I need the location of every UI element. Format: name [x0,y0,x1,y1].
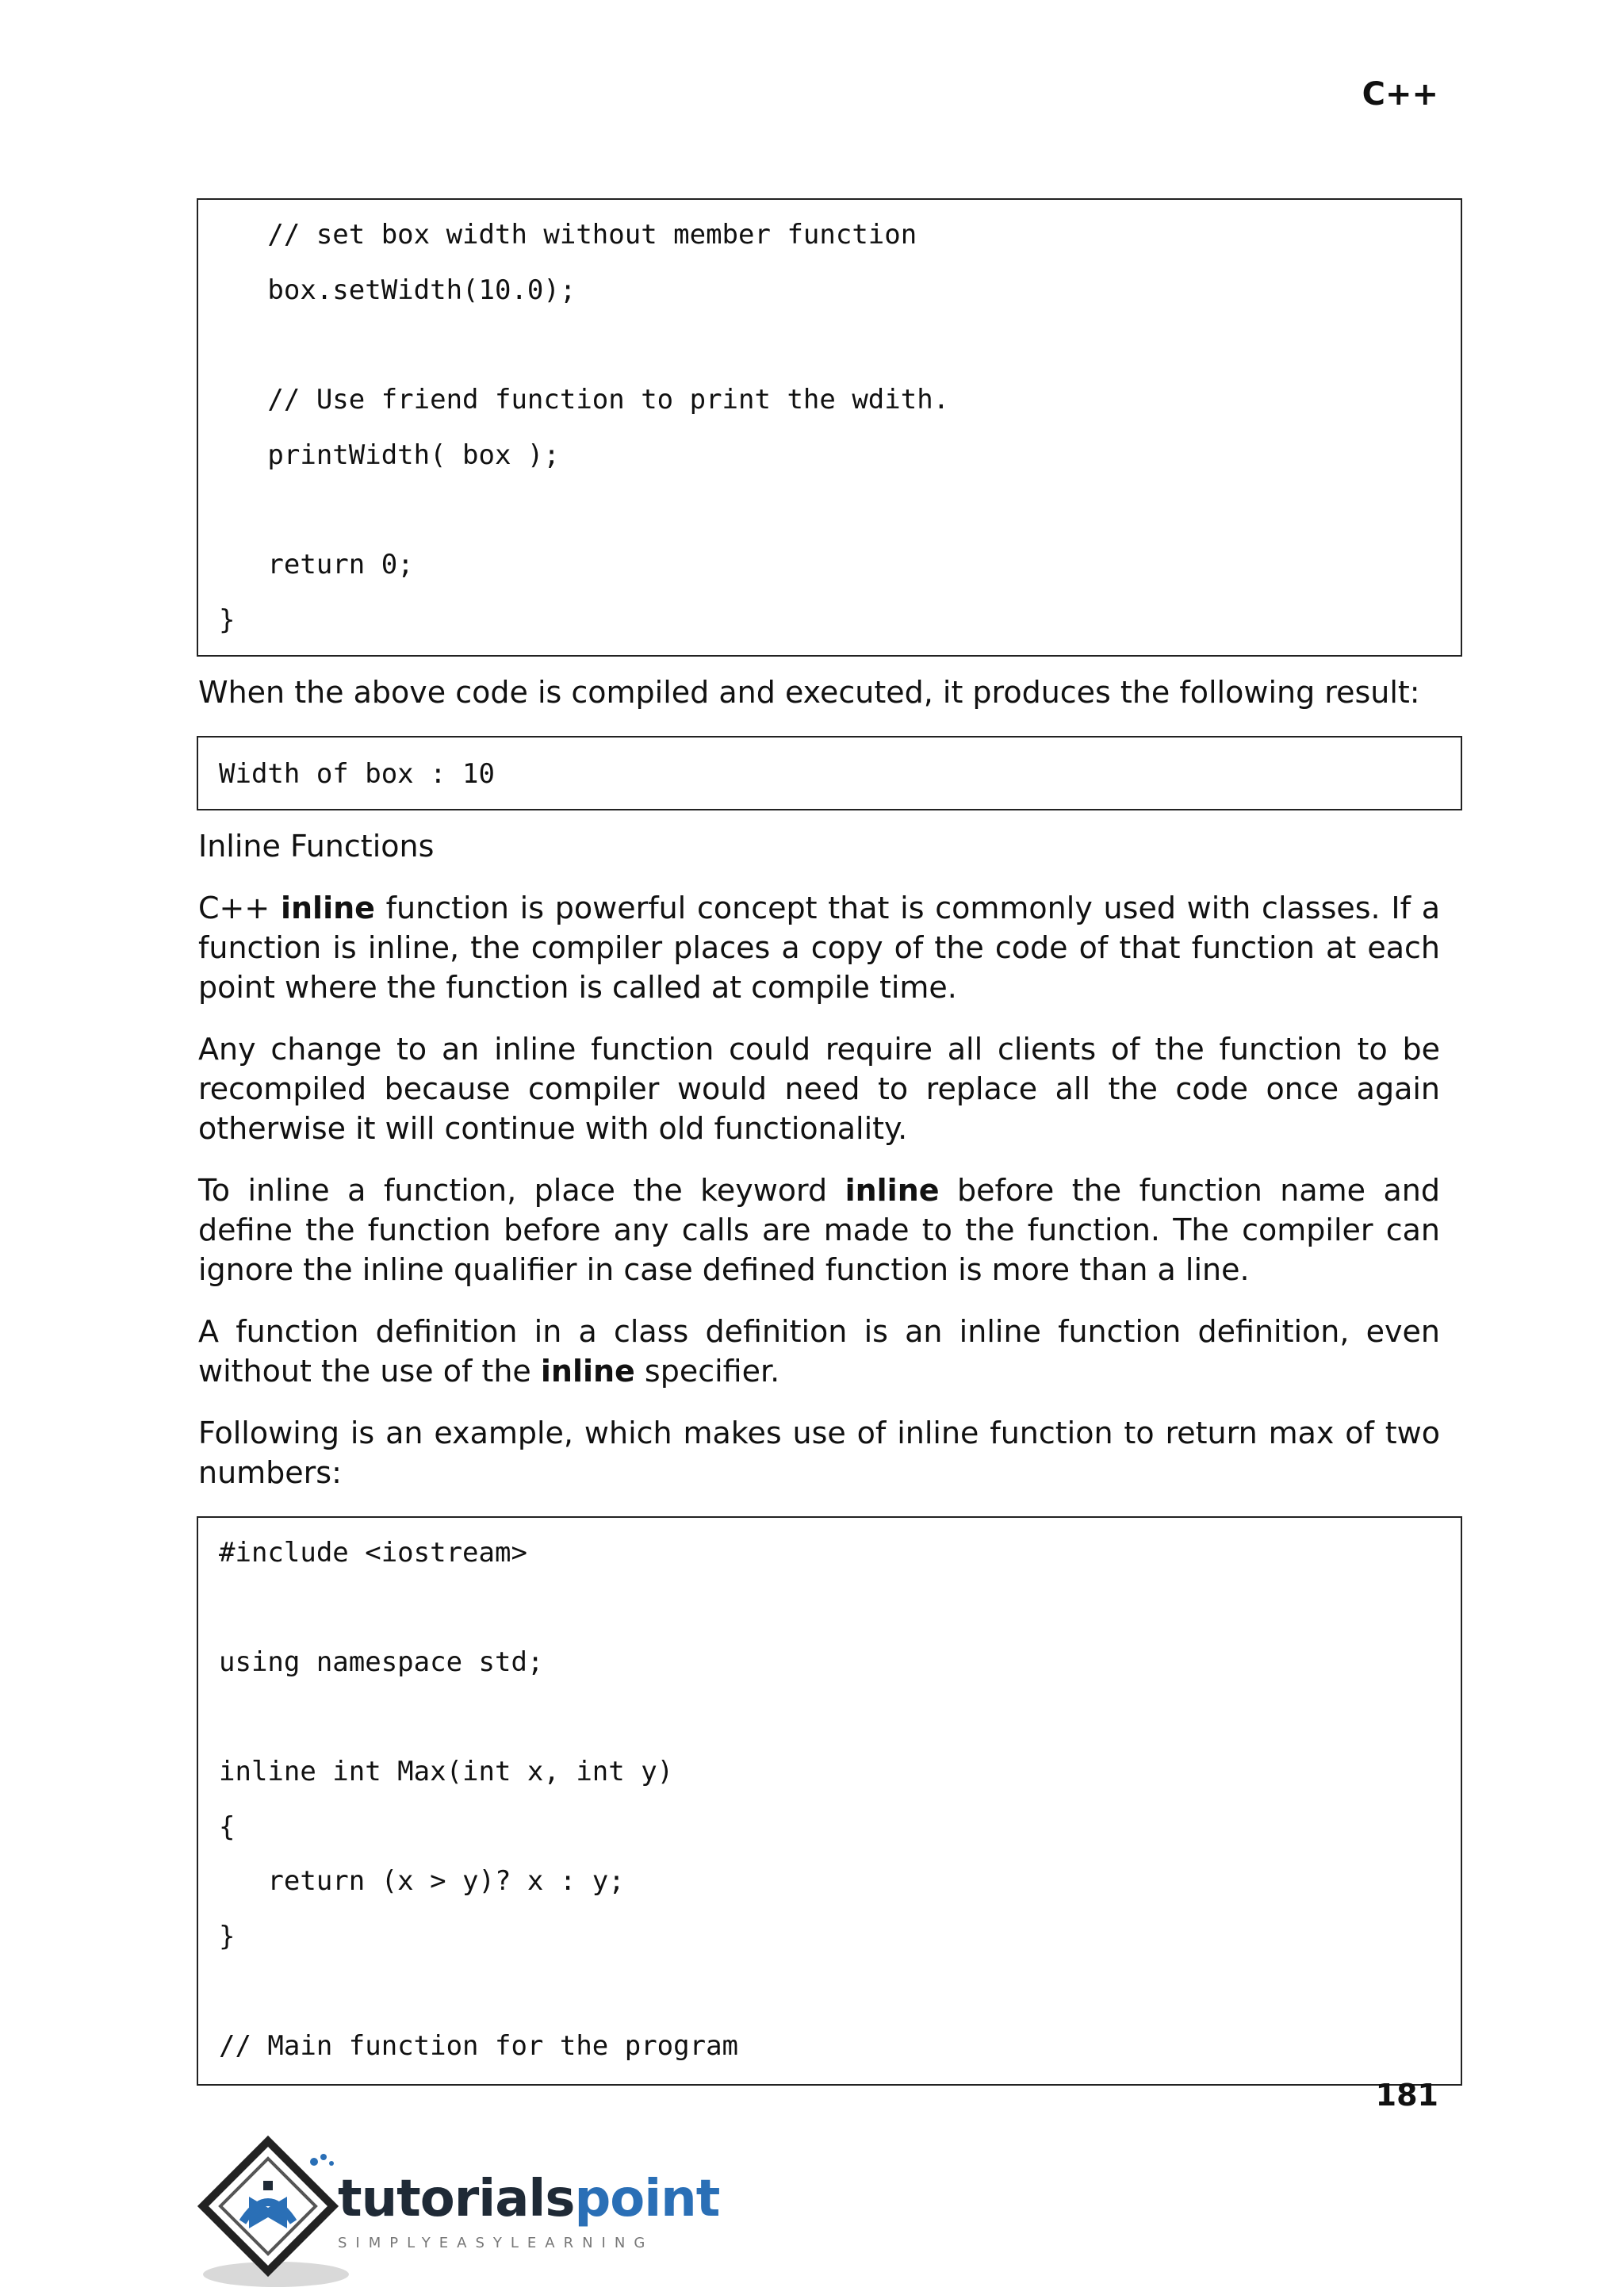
keyword-inline: inline [540,1354,635,1389]
paragraph-inline-change: Any change to an inline function could require all clients of the function to be recompiled because compiler would need to replace all the code once again otherwise it will continue with old functionality. [198,1032,1440,1146]
code-line: using namespace std; [219,1646,544,1678]
keyword-inline: inline [845,1173,940,1208]
code-block-inline-example [197,1516,1462,2086]
paragraph-inline-how [198,1170,1440,1289]
text-span: specifier. [634,1354,780,1389]
paragraph-inline-intro [198,888,1440,1007]
text-span: function is powerful concept that is commonly used with classes. If a function is inline, the compiler places a copy of the code of that function at each point where the function is called at compile time. [198,891,1441,1005]
text-span: before the function name and define the function before any calls are made to the function. The compiler can ignore the inline qualifier in case defined function is more than a line. [198,1173,1440,1287]
logo-tagline: SIMPLYEASYLEARNING [338,2235,654,2251]
result-intro-text: When the above code is compiled and executed, it produces the following result: [198,675,1420,710]
code-line: // set box width without member function [219,219,917,251]
code-line: // Main function for the program [219,2030,739,2062]
output-block [197,736,1462,810]
text-span: To inline a function, place the keyword [198,1173,845,1208]
code-line: // Use friend function to print the wdith. [219,384,950,416]
code-line: } [219,604,236,636]
logo-wordmark [338,2170,719,2228]
text-span: C++ [198,891,281,925]
text-span: A function definition in a class definition is an inline function definition, even without the use of the [198,1314,1440,1389]
code-line: { [219,1811,236,1843]
code-line: #include <iostream> [219,1537,527,1569]
keyword-inline: inline [280,891,375,925]
logo-word-tutorials: tutorials [338,2170,575,2228]
code-block-friend-function [197,198,1462,657]
logo-diamond-icon [197,2135,355,2293]
paragraph-class-definition [198,1312,1440,1391]
paragraph-example-intro: Following is an example, which makes use of inline function to return max of two numbers: [198,1416,1440,1490]
code-line: box.setWidth(10.0); [219,274,576,306]
tutorialspoint-logo [197,2135,720,2293]
code-line: return (x > y)? x : y; [219,1865,625,1897]
code-line: } [219,1921,236,1952]
output-line: Width of box : 10 [219,758,495,790]
logo-word-point: point [574,2170,720,2228]
code-line: inline int Max(int x, int y) [219,1756,674,1787]
section-title: Inline Functions [198,829,435,864]
running-header-title: C++ [1362,76,1438,113]
code-line: return 0; [219,549,414,580]
code-line: printWidth( box ); [219,439,560,471]
page-number: 181 [1375,2078,1438,2113]
